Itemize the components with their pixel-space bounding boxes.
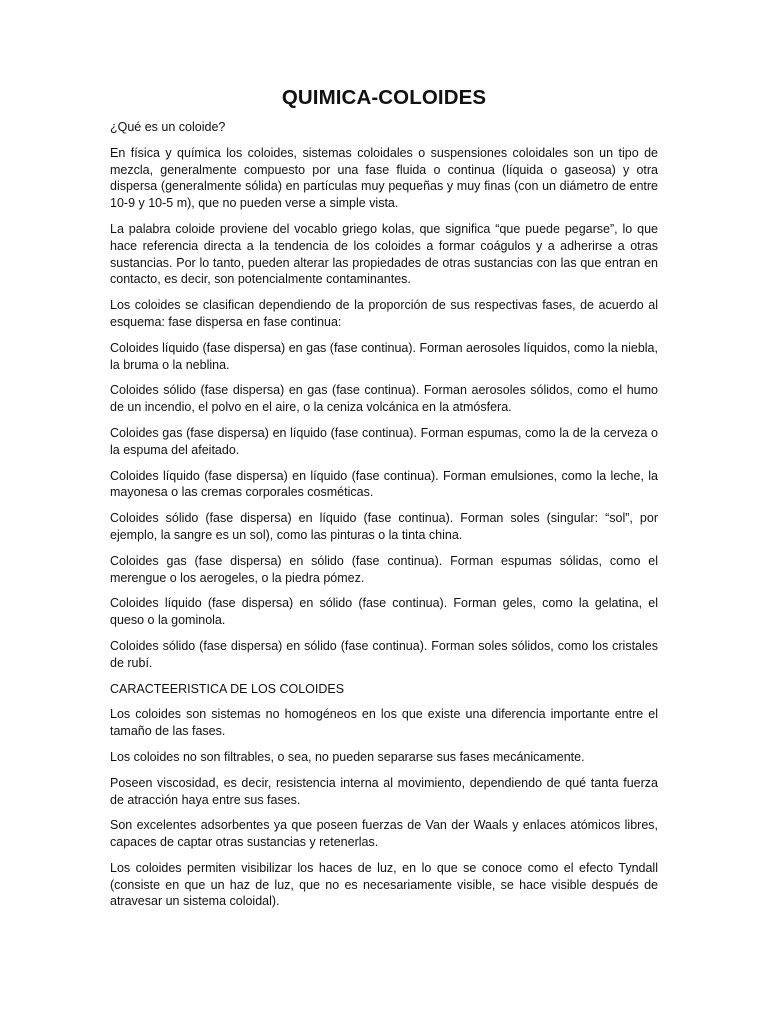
- section-heading: CARACTEERISTICA DE LOS COLOIDES: [110, 681, 345, 696]
- colloid-type-liquid-in-solid: Coloides líquido (fase dispersa) en sólido (fase continua). Forman geles, como la gelatina, el queso o la gominola.: [110, 596, 658, 628]
- page-title: QUIMICA-COLOIDES: [281, 86, 487, 109]
- colloid-type-solid-in-solid: Coloides sólido (fase dispersa) en sólido (fase continua). Forman soles sólidos, como los cristales de rubí.: [110, 638, 658, 670]
- colloid-type-gas-in-solid: Coloides gas (fase dispersa) en sólido (fase continua). Forman espumas sólidas, como el merengue o los aerogeles, o la piedra pómez.: [110, 553, 658, 585]
- colloid-type-liquid-in-liquid: Coloides líquido (fase dispersa) en líquido (fase continua). Forman emulsiones, como la leche, la mayonesa o las cremas corporales cosméticas.: [110, 468, 658, 500]
- characteristic-paragraph: Los coloides no son filtrables, o sea, no pueden separarse sus fases mecánicamente.: [110, 749, 585, 764]
- question-line: ¿Qué es un coloide?: [110, 120, 226, 134]
- characteristic-paragraph: Poseen viscosidad, es decir, resistencia interna al movimiento, dependiendo de qué tanta fuerza de atracción haya entre sus fases.: [110, 775, 658, 807]
- colloid-type-gas-in-liquid: Coloides gas (fase dispersa) en líquido (fase continua). Forman espumas, como la de la cerveza o la espuma del afeitado.: [110, 425, 658, 457]
- colloid-type-liquid-in-gas: Coloides líquido (fase dispersa) en gas (fase continua). Forman aerosoles líquidos, como la niebla, la bruma o la neblina.: [110, 340, 658, 372]
- characteristic-paragraph: Son excelentes adsorbentes ya que poseen fuerzas de Van der Waals y enlaces atómicos libres, capaces de captar otras sustancias y retenerlas.: [110, 818, 658, 850]
- intro-paragraph-etymology: La palabra coloide proviene del vocablo griego kolas, que significa “que puede pegarse”, lo que hace referencia directa a la tendencia de los coloides a formar coágulos y a adherirse a otras sustancias. Por lo tanto, pueden alterar las propiedades de otras sustancias con las que entran en contacto, es decir, son potencialmente contaminantes.: [110, 221, 658, 287]
- document-page: [110, 86, 658, 919]
- colloid-type-solid-in-gas: Coloides sólido (fase dispersa) en gas (fase continua). Forman aerosoles sólidos, como el humo de un incendio, el polvo en el aire, o la ceniza volcánica en la atmósfera.: [110, 383, 658, 415]
- colloid-type-solid-in-liquid: Coloides sólido (fase dispersa) en líquido (fase continua). Forman soles (singular: “sol”, por ejemplo, la sangre es un sol), como las pinturas o la tinta china.: [110, 511, 658, 542]
- characteristic-paragraph: Los coloides permiten visibilizar los haces de luz, en lo que se conoce como el efecto Tyndall (consiste en que un haz de luz, que no es necesariamente visible, se hace visible después de atravesar un sistema coloidal).: [110, 860, 658, 909]
- intro-paragraph-definition: En física y química los coloides, sistemas coloidales o suspensiones coloidales son un tipo de mezcla, generalmente compuesto por una fase fluida o continua (líquida o gaseosa) y otra dispersa (generalmente sólida) en partículas muy pequeñas y muy finas (con un diámetro de entre 10-9 y 10-5 m), que no pueden verse a simple vista.: [110, 145, 658, 211]
- characteristic-paragraph: Los coloides son sistemas no homogéneos en los que existe una diferencia importante entre el tamaño de las fases.: [110, 707, 658, 739]
- intro-paragraph-classification: Los coloides se clasifican dependiendo de la proporción de sus respectivas fases, de acuerdo al esquema: fase dispersa en fase continua:: [110, 298, 658, 329]
